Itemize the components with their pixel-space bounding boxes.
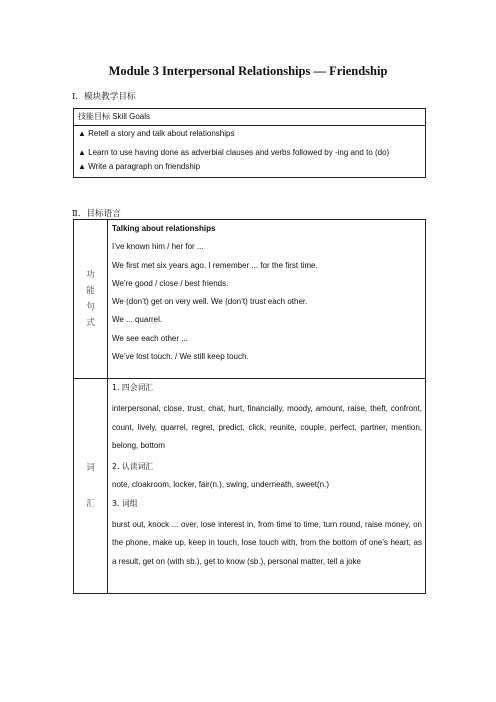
functional-line: We ... quarrel. [112, 315, 163, 325]
functional-line: We see each other ... [112, 333, 188, 343]
vocab-heading: 3. 词组 [112, 498, 138, 508]
functional-content [108, 220, 426, 379]
vocab-paragraph: note, cloakroom, locker, fair(n.), swing, underneath, sweet(n.) [112, 480, 329, 490]
functional-heading: Talking about relationships [112, 224, 216, 233]
functional-line: We (don’t) get on very well. We (don’t) trust each other. [112, 297, 308, 307]
functional-line: We’re good / close / best friends. [112, 278, 229, 288]
target-language-table [73, 219, 426, 594]
skill-goal-item: ▲ Write a paragraph on friendship [78, 162, 201, 172]
functional-line: We’ve lost touch. / We still keep touch. [112, 352, 249, 362]
vocab-heading: 1. 四会词汇 [112, 383, 154, 392]
section-heading-goals: Ⅰ．模块教学目标 [72, 92, 136, 102]
vocab-label: 词 汇 [74, 379, 108, 594]
skill-goal-item: ▲ Retell a story and talk about relationships [78, 129, 235, 139]
vocab-paragraph: interpersonal, close, trust, chat, hurt, financially, moody, amount, raise, theft, confront, count, lively, quarrel, regret, predict, click, reunite, couple, perfect, partner, mention, belong, bottom [112, 404, 422, 450]
vocab-heading: 2. 认读词汇 [112, 462, 154, 472]
page-title: Module 3 Interpersonal Relationships — Friendship [108, 64, 388, 78]
skill-goal-item: ▲ Learn to use having done as adverbial clauses and verbs followed by -ing and to (do) [78, 148, 390, 157]
section-heading-language: Ⅱ．目标语言 [72, 209, 121, 219]
functional-line: I’ve known him / her for ... [112, 242, 204, 252]
vocab-content [108, 379, 426, 594]
functional-label: 功 能 句 式 [74, 220, 108, 379]
vocab-paragraph: burst out, knock ... over, lose interest in, from time to time, turn round, raise money, on the phone, make up, keep in touch, lose touch with, from the bottom of one’s heart, as a result, get on (with sb.), get to know (sb.), personal matter, tell a joke [112, 520, 422, 566]
skill-goals-header: 技能目标 Skill Goals [74, 109, 426, 126]
skill-goals-table [73, 108, 426, 178]
skill-goals-cell [74, 126, 426, 177]
functional-line: We first met six years ago. I remember ... for the first time. [112, 260, 318, 270]
